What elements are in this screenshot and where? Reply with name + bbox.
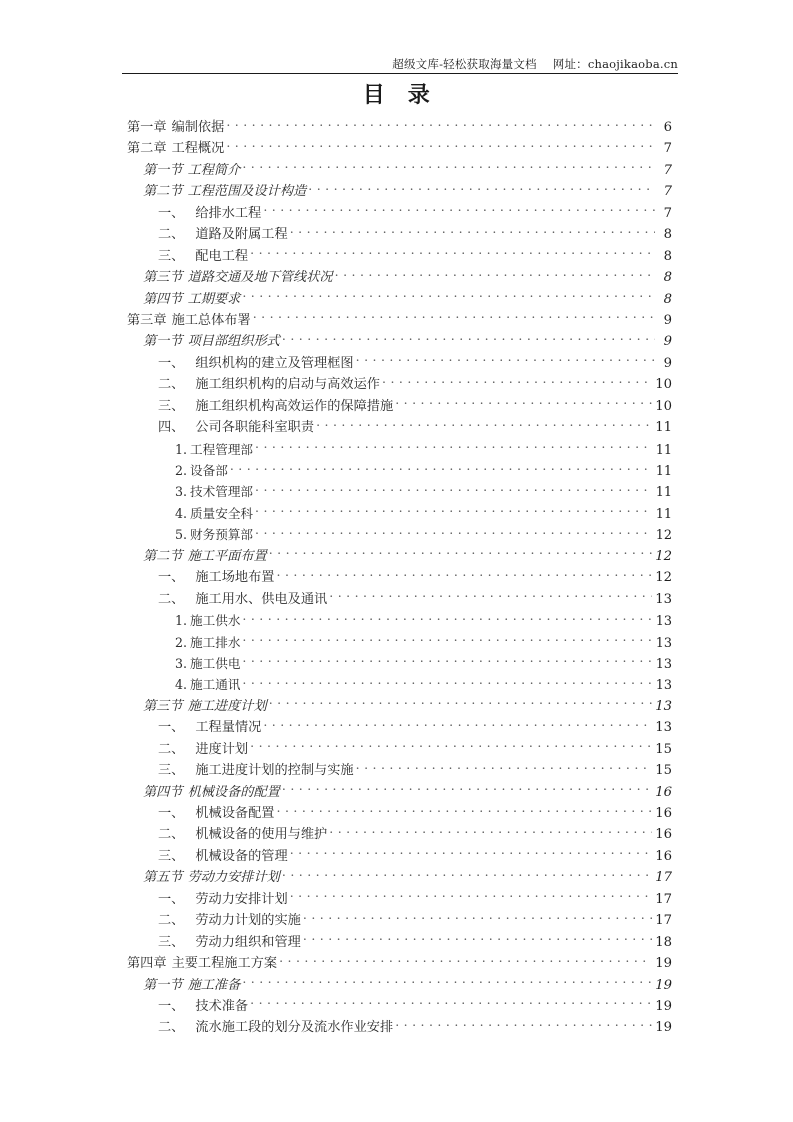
toc-entry-label bbox=[158, 589, 329, 610]
toc-entry[interactable] bbox=[143, 331, 672, 352]
toc-entry-title: 施工场地布置 bbox=[195, 570, 275, 586]
toc-entry[interactable] bbox=[158, 396, 672, 417]
running-header bbox=[122, 52, 678, 74]
toc-entry-marker: 1. bbox=[175, 441, 188, 457]
toc-entry-label bbox=[158, 1017, 395, 1038]
toc-entry-page-number: 13 bbox=[655, 614, 672, 630]
toc-entry-title: 施工平面布置 bbox=[187, 548, 267, 564]
toc-entry-title: 机械设备的配置 bbox=[187, 784, 280, 800]
toc-dot-leader bbox=[255, 483, 653, 496]
toc-dot-leader bbox=[282, 783, 652, 796]
toc-entry-page-number: 11 bbox=[655, 420, 672, 436]
toc-entry-marker: 二、 bbox=[158, 1020, 185, 1036]
toc-entry-title: 施工准备 bbox=[187, 977, 241, 993]
toc-entry[interactable] bbox=[127, 138, 672, 159]
toc-entry-title: 组织机构的建立及管理框图 bbox=[195, 355, 354, 371]
toc-entry[interactable] bbox=[143, 181, 672, 202]
toc-dot-leader bbox=[255, 505, 653, 518]
toc-entry[interactable] bbox=[143, 867, 672, 888]
toc-entry-marker: 第二节 bbox=[143, 548, 183, 564]
toc-entry-page-number: 8 bbox=[663, 291, 672, 307]
toc-entry-page-number: 13 bbox=[655, 591, 672, 607]
toc-entry-label bbox=[143, 331, 282, 352]
toc-entry-page-number: 11 bbox=[655, 506, 672, 522]
toc-entry-page-number: 19 bbox=[655, 977, 672, 993]
toc-entry-title: 施工总体布署 bbox=[171, 312, 251, 328]
toc-entry-marker: 第三节 bbox=[143, 270, 183, 286]
toc-entry-marker: 4. bbox=[175, 677, 188, 693]
toc-entry[interactable] bbox=[175, 524, 672, 545]
toc-entry-title: 工程量情况 bbox=[195, 720, 262, 736]
toc-entry-marker: 第二章 bbox=[127, 141, 167, 157]
header-url-label: 网址： bbox=[552, 57, 588, 71]
toc-entry-marker: 四、 bbox=[158, 420, 185, 436]
toc-entry-page-number: 11 bbox=[655, 464, 672, 479]
toc-dot-leader bbox=[282, 332, 655, 345]
toc-entry-page-number: 15 bbox=[655, 763, 672, 779]
toc-entry[interactable] bbox=[158, 910, 672, 931]
toc-dot-leader bbox=[303, 911, 652, 924]
toc-dot-leader bbox=[269, 547, 653, 560]
toc-entry-title: 机械设备的使用与维护 bbox=[195, 827, 328, 843]
toc-entry-label bbox=[143, 867, 282, 888]
toc-entry-marker: 3. bbox=[175, 484, 188, 500]
toc-entry-marker: 三、 bbox=[158, 398, 185, 414]
toc-entry-marker: 第一节 bbox=[143, 162, 183, 178]
toc-entry-title: 工期要求 bbox=[187, 291, 241, 307]
toc-entry-page-number: 10 bbox=[655, 398, 672, 414]
toc-entry-page-number: 7 bbox=[663, 162, 672, 178]
toc-entry[interactable] bbox=[175, 503, 672, 524]
toc-entry-label bbox=[143, 160, 242, 181]
header-text bbox=[392, 57, 678, 71]
toc-entry-marker: 二、 bbox=[158, 827, 185, 843]
toc-dot-leader bbox=[290, 225, 655, 238]
toc-entry-label bbox=[143, 975, 242, 996]
toc-entry-label bbox=[127, 117, 226, 138]
toc-dot-leader bbox=[226, 118, 655, 131]
toc-dot-leader bbox=[303, 933, 652, 946]
toc-entry-label bbox=[158, 246, 250, 267]
toc-entry-label bbox=[158, 203, 263, 224]
toc-entry-marker: 1. bbox=[175, 613, 188, 629]
toc-dot-leader bbox=[242, 655, 652, 668]
toc-entry[interactable] bbox=[158, 717, 672, 738]
toc-entry-label bbox=[158, 717, 263, 738]
toc-entry-page-number: 8 bbox=[663, 270, 672, 286]
toc-entry-label bbox=[143, 289, 242, 310]
toc-entry-label bbox=[158, 396, 395, 417]
toc-entry-page-number: 17 bbox=[655, 870, 672, 886]
toc-entry-title: 机械设备配置 bbox=[195, 806, 275, 821]
toc-entry-label bbox=[158, 567, 277, 588]
toc-entry[interactable] bbox=[143, 546, 672, 567]
toc-dot-leader bbox=[356, 354, 655, 367]
toc-entry-marker: 第四节 bbox=[143, 291, 183, 307]
toc-entry-label bbox=[127, 953, 279, 974]
toc-entry-page-number: 16 bbox=[655, 848, 672, 864]
toc-dot-leader bbox=[250, 740, 652, 753]
toc-entry-label bbox=[158, 824, 329, 845]
toc-dot-leader bbox=[242, 634, 652, 647]
toc-entry-label bbox=[158, 932, 303, 953]
toc-entry-marker: 第四章 bbox=[127, 956, 167, 972]
toc-entry-title: 技术管理部 bbox=[190, 484, 253, 500]
toc-entry-page-number: 13 bbox=[655, 720, 672, 736]
toc-entry-title: 流水施工段的划分及流水作业安排 bbox=[195, 1020, 394, 1036]
toc-entry-page-number: 13 bbox=[655, 678, 672, 694]
table-of-contents bbox=[127, 117, 672, 1039]
toc-entry-title: 机械设备的管理 bbox=[195, 848, 288, 864]
toc-dot-leader bbox=[242, 976, 652, 989]
toc-entry-title: 工程简介 bbox=[187, 162, 241, 178]
toc-entry-title: 劳动力计划的实施 bbox=[195, 913, 301, 929]
toc-entry-page-number: 17 bbox=[655, 913, 672, 929]
toc-dot-leader bbox=[382, 375, 652, 388]
toc-entry-page-number: 13 bbox=[655, 635, 672, 651]
toc-entry-title: 施工排水 bbox=[190, 634, 241, 650]
toc-entry-page-number: 8 bbox=[663, 227, 672, 243]
toc-entry-marker: 第四节 bbox=[143, 784, 183, 800]
toc-entry-label bbox=[143, 696, 269, 717]
toc-entry-marker: 三、 bbox=[158, 763, 185, 779]
toc-entry-marker: 一、 bbox=[158, 205, 185, 221]
toc-entry-label bbox=[158, 224, 290, 245]
toc-entry-marker: 二、 bbox=[158, 377, 185, 393]
toc-entry-title: 公司各职能科室职责 bbox=[195, 420, 315, 436]
toc-entry-page-number: 6 bbox=[663, 120, 672, 135]
toc-entry[interactable] bbox=[143, 782, 672, 803]
toc-entry-marker: 一、 bbox=[158, 570, 185, 586]
toc-entry-marker: 第五节 bbox=[143, 870, 183, 886]
toc-entry[interactable] bbox=[143, 160, 672, 181]
toc-entry-page-number: 7 bbox=[663, 205, 672, 221]
toc-entry-label bbox=[175, 653, 242, 674]
toc-entry[interactable] bbox=[175, 481, 672, 502]
toc-dot-leader bbox=[290, 890, 653, 903]
toc-entry-label bbox=[158, 996, 250, 1017]
toc-entry[interactable] bbox=[158, 803, 672, 824]
toc-entry-marker: 三、 bbox=[158, 848, 185, 864]
header-url: chaojikaoba.cn bbox=[587, 57, 678, 71]
toc-entry[interactable] bbox=[127, 310, 672, 331]
toc-dot-leader bbox=[255, 441, 653, 454]
toc-entry-title: 技术准备 bbox=[195, 998, 249, 1014]
toc-entry-marker: 一、 bbox=[158, 355, 185, 371]
toc-entry-marker: 二、 bbox=[158, 741, 185, 757]
toc-entry[interactable] bbox=[158, 739, 672, 760]
toc-entry-marker: 一、 bbox=[158, 891, 185, 907]
toc-dot-leader bbox=[255, 526, 653, 539]
toc-entry[interactable] bbox=[143, 289, 672, 310]
toc-entry-page-number: 11 bbox=[655, 485, 672, 501]
toc-entry-marker: 4. bbox=[175, 505, 188, 521]
toc-entry-title: 施工供电 bbox=[190, 655, 241, 671]
toc-dot-leader bbox=[316, 418, 652, 431]
toc-entry-page-number: 17 bbox=[655, 891, 672, 907]
toc-entry-label bbox=[143, 267, 335, 288]
toc-entry[interactable] bbox=[158, 932, 672, 953]
header-site-name: 超级文库-轻松获取海量文档 bbox=[392, 57, 537, 71]
toc-entry[interactable] bbox=[143, 975, 672, 996]
toc-entry-page-number: 13 bbox=[655, 656, 672, 672]
toc-dot-leader bbox=[230, 462, 653, 475]
toc-entry-marker: 2. bbox=[175, 634, 188, 650]
toc-entry-title: 工程范围及设计构造 bbox=[187, 184, 307, 200]
toc-entry-label bbox=[127, 310, 253, 331]
toc-entry-page-number: 7 bbox=[663, 141, 672, 157]
toc-dot-leader bbox=[395, 1018, 652, 1031]
toc-dot-leader bbox=[277, 568, 653, 581]
toc-entry[interactable] bbox=[127, 117, 672, 138]
toc-entry-title: 施工用水、供电及通讯 bbox=[195, 591, 328, 607]
toc-entry[interactable] bbox=[175, 674, 672, 695]
toc-entry-label bbox=[127, 138, 226, 159]
toc-entry-label bbox=[158, 803, 277, 824]
toc-entry[interactable] bbox=[158, 224, 672, 245]
toc-entry-title: 进度计划 bbox=[195, 741, 249, 757]
toc-entry[interactable] bbox=[158, 760, 672, 781]
toc-entry[interactable] bbox=[158, 203, 672, 224]
toc-entry[interactable] bbox=[158, 889, 672, 910]
toc-entry[interactable] bbox=[175, 460, 672, 481]
toc-entry-label bbox=[175, 503, 255, 524]
toc-entry-title: 施工组织机构的启动与高效运作 bbox=[195, 377, 380, 393]
toc-entry-title: 主要工程施工方案 bbox=[171, 956, 278, 972]
toc-entry-marker: 三、 bbox=[158, 248, 185, 264]
toc-entry-page-number: 12 bbox=[655, 548, 672, 564]
toc-entry-label bbox=[158, 846, 290, 867]
toc-entry-label bbox=[175, 674, 242, 695]
toc-entry-title: 劳动力安排计划 bbox=[195, 891, 288, 907]
toc-entry-page-number: 9 bbox=[663, 334, 672, 350]
toc-entry[interactable] bbox=[143, 696, 672, 717]
toc-dot-leader bbox=[335, 268, 655, 281]
toc-entry-marker: 第一章 bbox=[127, 120, 167, 135]
toc-entry-title: 道路及附属工程 bbox=[195, 227, 288, 243]
toc-entry-title: 施工供水 bbox=[190, 613, 241, 629]
toc-entry-title: 劳动力组织和管理 bbox=[195, 934, 301, 950]
toc-entry-marker: 一、 bbox=[158, 806, 185, 821]
toc-entry-title: 道路交通及地下管线状况 bbox=[187, 270, 333, 286]
toc-entry[interactable] bbox=[158, 1017, 672, 1038]
toc-entry-marker: 第一节 bbox=[143, 977, 183, 993]
toc-dot-leader bbox=[279, 954, 652, 967]
toc-entry[interactable] bbox=[127, 953, 672, 974]
toc-entry-label bbox=[143, 546, 269, 567]
toc-entry-title: 配电工程 bbox=[195, 248, 249, 264]
toc-entry-page-number: 18 bbox=[655, 934, 672, 950]
toc-entry-page-number: 12 bbox=[655, 528, 672, 544]
toc-entry[interactable] bbox=[143, 267, 672, 288]
toc-entry-label bbox=[158, 739, 250, 760]
toc-entry-label bbox=[175, 460, 230, 481]
toc-dot-leader bbox=[263, 204, 655, 217]
toc-dot-leader bbox=[308, 182, 655, 195]
toc-entry-label bbox=[175, 524, 255, 545]
toc-entry-page-number: 7 bbox=[663, 184, 672, 200]
toc-entry-title: 劳动力安排计划 bbox=[187, 870, 280, 886]
toc-entry-title: 项目部组织形式 bbox=[187, 334, 280, 350]
toc-entry-label bbox=[175, 632, 242, 653]
toc-dot-leader bbox=[250, 247, 655, 260]
toc-dot-leader bbox=[242, 290, 655, 303]
toc-entry[interactable] bbox=[175, 653, 672, 674]
toc-entry-title: 工程概况 bbox=[171, 141, 225, 157]
toc-entry-title: 施工进度计划 bbox=[187, 698, 267, 714]
toc-entry[interactable] bbox=[175, 632, 672, 653]
toc-dot-leader bbox=[263, 718, 652, 731]
toc-entry-marker: 三、 bbox=[158, 934, 185, 950]
toc-dot-leader bbox=[242, 612, 652, 625]
toc-entry[interactable] bbox=[158, 417, 672, 438]
toc-entry-marker: 二、 bbox=[158, 227, 185, 243]
toc-entry-marker: 第一节 bbox=[143, 334, 183, 350]
toc-entry-page-number: 11 bbox=[655, 442, 672, 458]
toc-entry-title: 设备部 bbox=[190, 463, 228, 478]
toc-dot-leader bbox=[329, 590, 652, 603]
toc-entry-label bbox=[175, 481, 255, 502]
toc-entry-marker: 二、 bbox=[158, 591, 185, 607]
toc-dot-leader bbox=[395, 397, 652, 410]
toc-entry-marker: 第二节 bbox=[143, 184, 183, 200]
toc-entry-page-number: 9 bbox=[663, 312, 672, 328]
toc-entry-marker: 二、 bbox=[158, 913, 185, 929]
toc-entry-label bbox=[143, 181, 308, 202]
toc-dot-leader bbox=[356, 761, 653, 774]
toc-entry-title: 给排水工程 bbox=[195, 205, 262, 221]
toc-entry-page-number: 8 bbox=[663, 248, 672, 264]
toc-entry-page-number: 9 bbox=[663, 355, 672, 371]
toc-entry-label bbox=[158, 760, 356, 781]
toc-entry-page-number: 13 bbox=[655, 698, 672, 714]
toc-entry[interactable] bbox=[158, 567, 672, 588]
toc-entry[interactable] bbox=[158, 374, 672, 395]
toc-entry[interactable] bbox=[158, 824, 672, 845]
toc-entry[interactable] bbox=[158, 246, 672, 267]
toc-entry-page-number: 15 bbox=[655, 741, 672, 757]
page-title: 目 录 bbox=[362, 82, 431, 108]
toc-entry[interactable] bbox=[175, 439, 672, 460]
toc-entry-page-number: 16 bbox=[655, 784, 672, 800]
toc-entry-page-number: 12 bbox=[655, 570, 672, 586]
toc-entry-marker: 5. bbox=[175, 527, 188, 543]
toc-entry-label bbox=[175, 439, 255, 460]
toc-dot-leader bbox=[250, 997, 652, 1010]
toc-entry-label bbox=[158, 353, 356, 374]
toc-entry-label bbox=[175, 610, 242, 631]
toc-entry-title: 财务预算部 bbox=[190, 527, 253, 543]
toc-entry-marker: 第三节 bbox=[143, 698, 183, 714]
toc-entry-marker: 3. bbox=[175, 655, 188, 671]
toc-dot-leader bbox=[290, 847, 653, 860]
toc-dot-leader bbox=[242, 161, 655, 174]
toc-entry-title: 编制依据 bbox=[171, 120, 225, 135]
toc-entry-title: 施工通讯 bbox=[190, 677, 241, 693]
toc-entry-title: 施工组织机构高效运作的保障措施 bbox=[195, 398, 394, 414]
toc-entry-page-number: 16 bbox=[655, 806, 672, 821]
toc-entry-marker: 第三章 bbox=[127, 312, 167, 328]
toc-entry-title: 施工进度计划的控制与实施 bbox=[195, 763, 354, 779]
toc-dot-leader bbox=[282, 868, 652, 881]
toc-entry-page-number: 10 bbox=[655, 377, 672, 393]
toc-entry-page-number: 19 bbox=[655, 956, 672, 972]
toc-entry-marker: 一、 bbox=[158, 998, 185, 1014]
toc-dot-leader bbox=[242, 676, 652, 689]
toc-entry[interactable] bbox=[158, 589, 672, 610]
toc-entry-page-number: 16 bbox=[655, 827, 672, 843]
toc-entry[interactable] bbox=[158, 996, 672, 1017]
toc-entry-label bbox=[158, 374, 382, 395]
toc-entry-label bbox=[143, 782, 282, 803]
toc-dot-leader bbox=[277, 804, 653, 817]
toc-entry-label bbox=[158, 417, 316, 438]
toc-entry-marker: 一、 bbox=[158, 720, 185, 736]
toc-dot-leader bbox=[253, 311, 655, 324]
toc-dot-leader bbox=[226, 139, 655, 152]
toc-entry-title: 质量安全科 bbox=[190, 505, 253, 521]
toc-entry[interactable] bbox=[158, 846, 672, 867]
toc-entry-page-number: 19 bbox=[655, 998, 672, 1014]
toc-entry-label bbox=[158, 910, 303, 931]
toc-entry[interactable] bbox=[158, 353, 672, 374]
toc-entry-marker: 2. bbox=[175, 463, 188, 478]
toc-dot-leader bbox=[269, 697, 653, 710]
toc-entry-title: 工程管理部 bbox=[190, 441, 253, 457]
toc-entry[interactable] bbox=[175, 610, 672, 631]
toc-dot-leader bbox=[329, 825, 652, 838]
toc-entry-page-number: 19 bbox=[655, 1020, 672, 1036]
toc-entry-label bbox=[158, 889, 290, 910]
